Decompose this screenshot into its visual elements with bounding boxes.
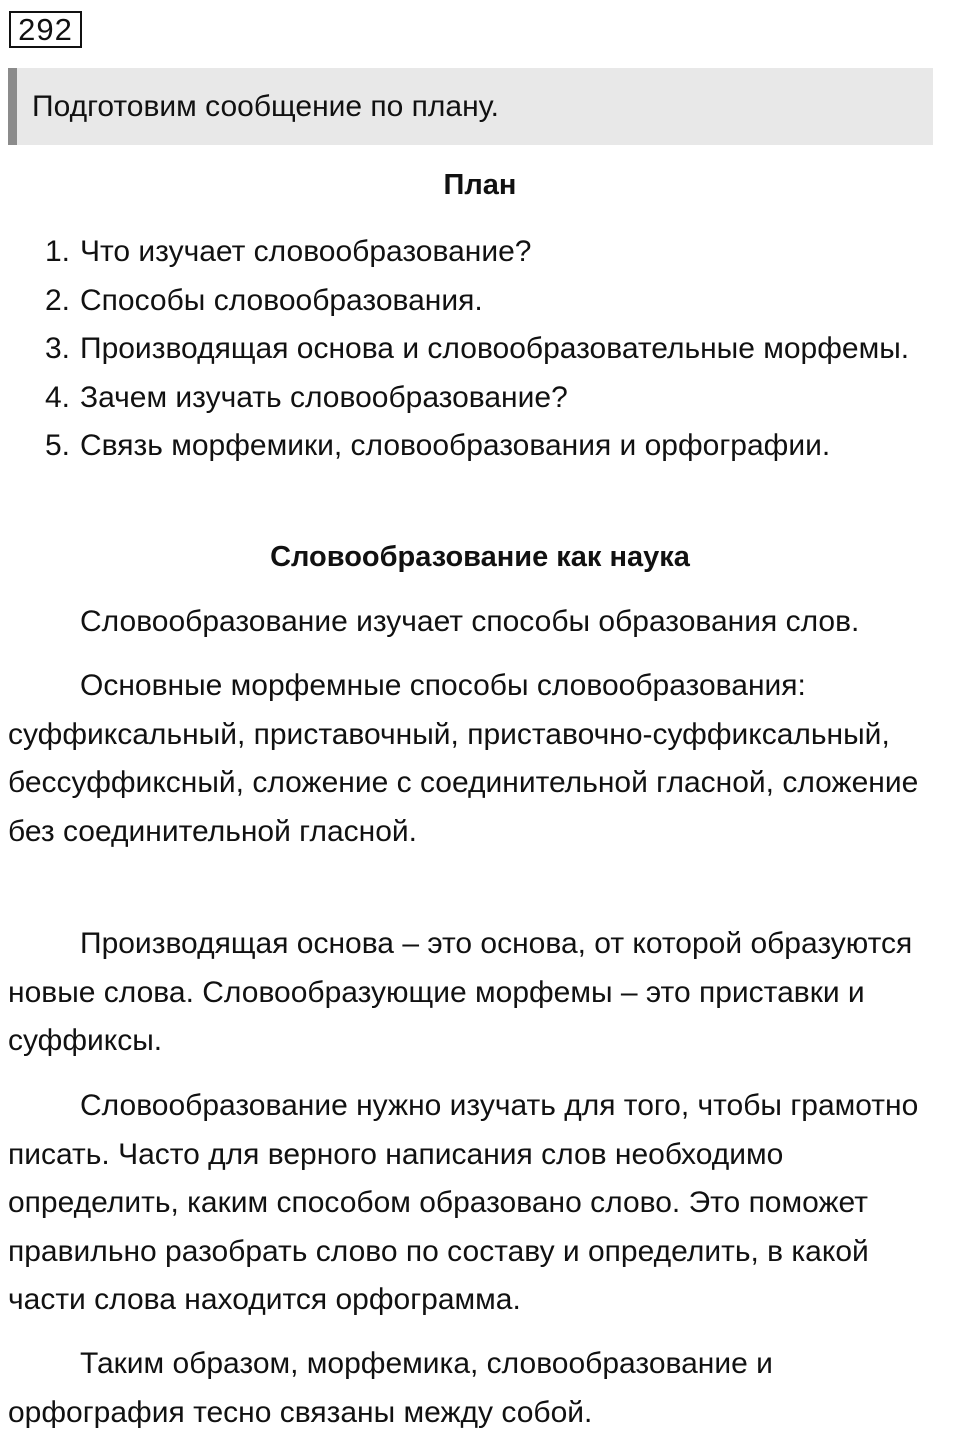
section-heading: Словообразование как наука xyxy=(270,541,690,573)
plan-item-number: 5. xyxy=(45,429,71,463)
body-paragraph: Основные морфемные способы словообразования: суффиксальный, приставочный, приставочно-суффиксальный, бессуффиксный, сложение с соединительной гласной, сложение без соединительной гласной. xyxy=(8,669,919,848)
instruction-banner xyxy=(8,68,933,145)
task-number-box: 292 xyxy=(9,11,82,48)
plan-item-number: 1. xyxy=(45,235,71,268)
plan-item-text: Зачем изучать словообразование? xyxy=(80,380,568,414)
body-paragraph: Словообразование нужно изучать для того, чтобы грамотно писать. Часто для верного написания слов необходимо определить, каким способом образовано слово. Это поможет правильно разобрать слово по составу и определить, в какой части слова находится орфограмма. xyxy=(8,1089,919,1317)
plan-item-text: Что изучает словообразование? xyxy=(80,235,532,268)
instruction-text: Подготовим сообщение по плану. xyxy=(32,90,500,123)
plan-item-number: 3. xyxy=(45,332,71,366)
body-paragraph: Производящая основа – это основа, от которой образуются новые слова. Словообразующие морфемы – это приставки и суффиксы. xyxy=(8,927,913,1058)
plan-item-text: Способы словообразования. xyxy=(80,283,483,317)
plan-item-number: 4. xyxy=(45,380,71,414)
plan-item xyxy=(0,422,940,471)
plan-list xyxy=(0,228,960,471)
plan-item xyxy=(0,325,940,374)
plan-heading: План xyxy=(443,169,517,201)
plan-item-number: 2. xyxy=(45,283,71,317)
plan-item xyxy=(0,228,940,277)
plan-item xyxy=(0,277,940,326)
plan-item-text: Производящая основа и словообразовательные морфемы. xyxy=(80,332,910,366)
body-paragraph: Словообразование изучает способы образования слов. xyxy=(80,605,860,638)
plan-item-text: Связь морфемики, словообразования и орфографии. xyxy=(80,429,831,463)
plan-item xyxy=(0,374,940,423)
body-paragraph: Таким образом, морфемика, словообразование и орфография тесно связаны между собой. xyxy=(8,1347,773,1429)
